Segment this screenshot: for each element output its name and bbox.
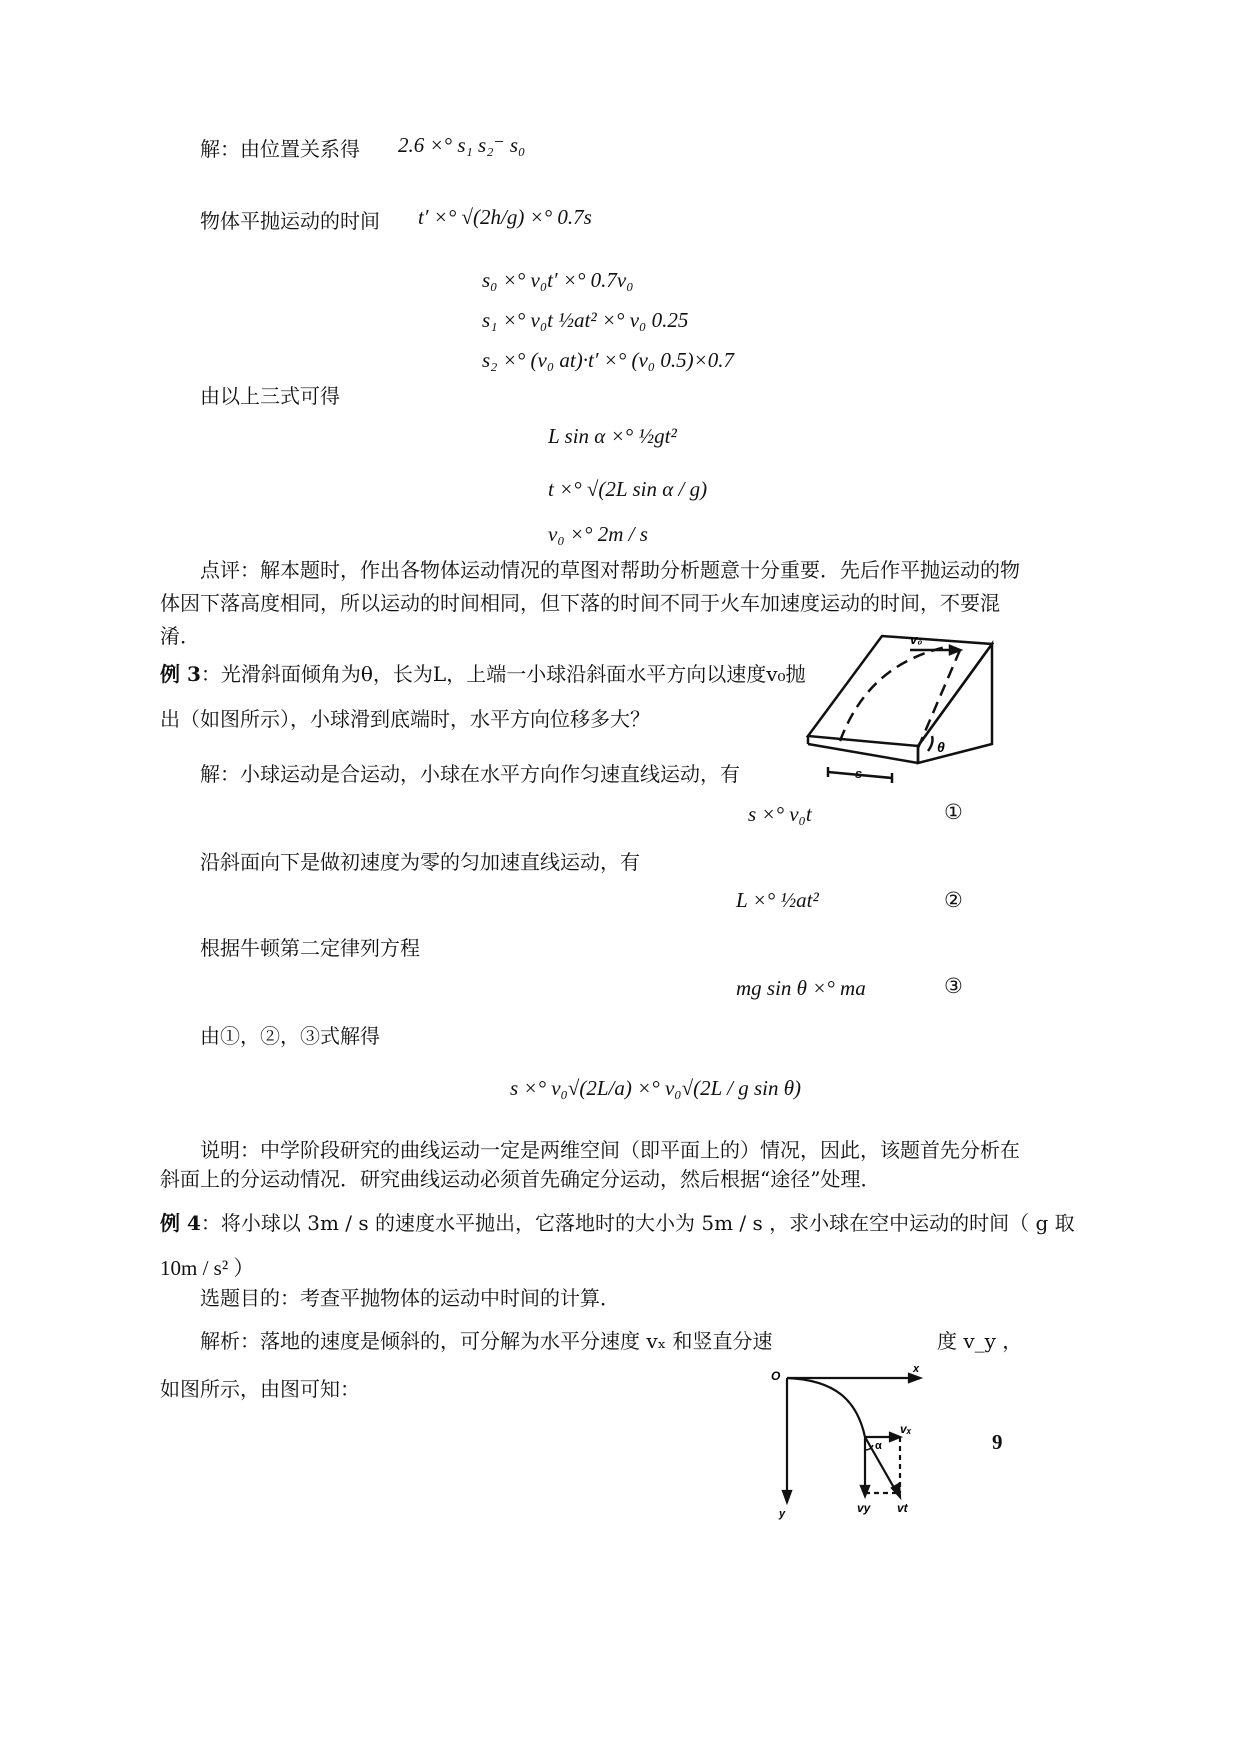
trajectory-curve: [787, 1378, 865, 1437]
equation-3: mg sin θ ×° ma: [736, 976, 866, 1000]
analysis-line-a: 解析：落地的速度是倾斜的，可分解为水平分速度 vₓ 和竖直分速: [200, 1329, 773, 1353]
equation-final: s ×° v₀√(2L/a) ×° v₀√(2L / g sin θ): [510, 1076, 802, 1100]
incline-top-surface: [808, 636, 992, 746]
analysis-line-c: 如图所示，由图可知：: [160, 1377, 360, 1401]
x-label: x: [913, 1363, 920, 1375]
text-position-relation: 解：由位置关系得: [200, 137, 360, 161]
equation-t: t ×° √(2L sin α / g): [548, 477, 708, 501]
solution-3-a: 解：小球运动是合运动，小球在水平方向作匀速直线运动，有: [200, 762, 740, 786]
equation-L: L sin α ×° ½gt²: [548, 424, 677, 448]
equation-position: 2.6 ×° s₁ s₂⁻ s₀: [398, 133, 526, 157]
marker-2: ②: [944, 888, 963, 912]
marker-1: ①: [944, 800, 963, 824]
comment-line-3: 淆．: [160, 624, 200, 648]
vx-label: vₓ: [900, 1422, 912, 1436]
equation-s1: s₁ ×° v₀t ½at² ×° v₀ 0.25: [482, 308, 689, 332]
solution-3-c: 根据牛顿第二定律列方程: [200, 936, 420, 960]
equation-1: s ×° v₀t: [748, 802, 812, 826]
example-4-line-1: [160, 1207, 1075, 1236]
equation-s0: s₀ ×° v₀t′ ×° 0.7v₀: [482, 268, 634, 292]
solution-3-b: 沿斜面向下是做初速度为零的匀加速直线运动，有: [200, 850, 640, 874]
equation-s2: s₂ ×° (v₀ at)·t′ ×° (v₀ 0.5)×0.7: [482, 348, 735, 372]
vy-label: vy: [857, 1501, 871, 1515]
note-line-2: 斜面上的分运动情况．研究曲线运动必须首先确定分运动，然后根据“途径”处理．: [160, 1167, 881, 1191]
slope-dashed: [918, 650, 960, 748]
example-4-label: 例 4: [160, 1211, 201, 1235]
example-4-text-a: ：将小球以 3m / s 的速度水平抛出，它落地时的大小为 5m / s ，求小球在空中运动的时间（ g 取: [200, 1211, 1075, 1235]
text-from-three: 由以上三式可得: [200, 384, 340, 408]
text-flight-time: 物体平抛运动的时间: [200, 209, 380, 233]
example-3-label: 例 3: [160, 662, 201, 686]
analysis-line-b: 度 v_y ，: [937, 1329, 1023, 1353]
incline-side-face: [918, 644, 992, 763]
page-number: 9: [992, 1430, 1003, 1454]
solution-3-d: 由①，②，③式解得: [200, 1024, 380, 1048]
example-3-line-2: 出（如图所示），小球滑到底端时，水平方向位移多大？: [160, 707, 650, 731]
comment-line-2: 体因下落高度相同，所以运动的时间相同，但下落的时间不同于火车加速度运动的时间，不要混: [160, 591, 1000, 615]
marker-3: ③: [944, 974, 963, 998]
comment-line-1: 点评：解本题时，作出各物体运动情况的草图对帮助分析题意十分重要．先后作平抛运动的物: [200, 558, 1020, 582]
note-line-1: 说明：中学阶段研究的曲线运动一定是两维空间（即平面上的）情况，因此，该题首先分析在: [200, 1138, 1020, 1162]
example-4-line-2: 10m / s² ）: [160, 1256, 255, 1280]
s-label: s: [855, 766, 863, 781]
v0-label: v₀: [910, 632, 923, 647]
equation-2: L ×° ½at²: [736, 888, 819, 912]
equation-flight-time: t′ ×° √(2h/g) ×° 0.7s: [418, 205, 592, 229]
purpose-line: 选题目的：考查平抛物体的运动中时间的计算．: [200, 1286, 620, 1310]
projectile-figure: [765, 1362, 940, 1522]
incline-figure: [800, 628, 1030, 793]
vt-label: vt: [897, 1501, 908, 1515]
theta-label: θ: [937, 739, 945, 755]
example-3-text-a: ：光滑斜面倾角为θ，长为L，上端一小球沿斜面水平方向以速度v₀抛: [200, 662, 806, 686]
alpha-label: α: [875, 1440, 882, 1452]
origin-label: O: [771, 1369, 781, 1383]
example-3-line-1: [160, 658, 806, 687]
y-label: y: [779, 1508, 786, 1520]
equation-v0: v₀ ×° 2m / s: [548, 522, 648, 546]
